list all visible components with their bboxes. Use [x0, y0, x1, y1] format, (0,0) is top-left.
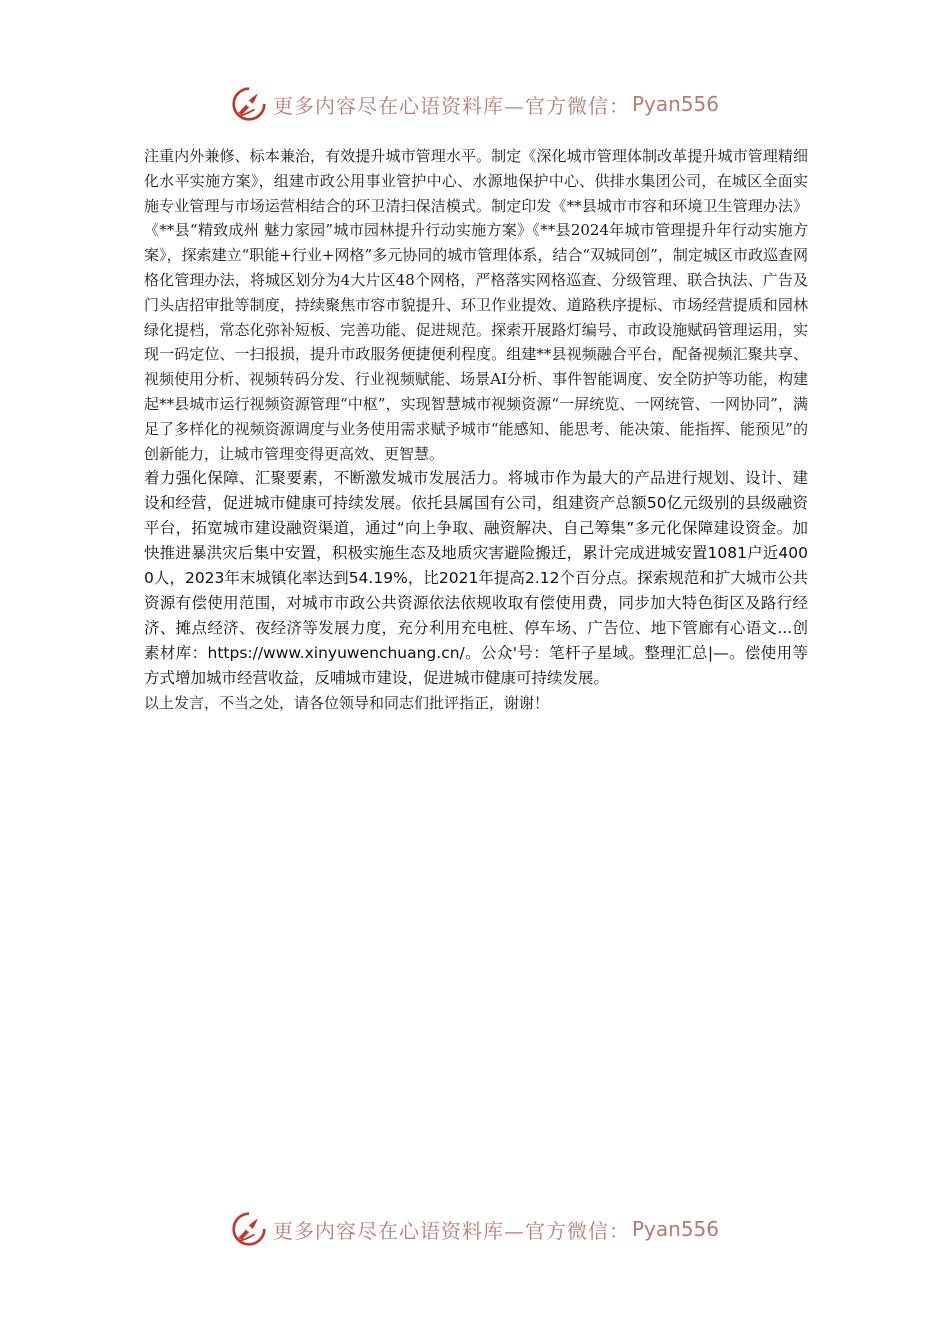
document-body	[144, 144, 808, 716]
paragraph-urban-management: 注重内外兼修、标本兼治，有效提升城市管理水平。制定《深化城市管理体制改革提升城市管理精细化水平实施方案》，组建市政公用事业管护中心、水源地保护中心、供排水集团公司，在城区全面实施专业管理与市场运营相结合的环卫清扫保洁模式。制定印发《**县城市市容和环境卫生管理办法》《**县“精致成州 魅力家园”城市园林提升行动实施方案》《**县2024年城市管理提升年行动实施方案》，探索建立“职能+行业+网格”多元协同的城市管理体系，结合“双城同创”，制定城区市政巡查网格化管理办法，将城区划分为4大片区48个网格，严格落实网格巡查、分级管理、联合执法、广告及门头店招审批等制度，持续聚焦市容市貌提升、环卫作业提效、道路秩序提标、市场经营提质和园林绿化提档，常态化弥补短板、完善功能、促进规范。探索开展路灯编号、市政设施赋码管理运用，实现一码定位、一扫报损，提升市政服务便捷便利程度。组建**县视频融合平台，配备视频汇聚共享、视频使用分析、视频转码分发、行业视频赋能、场景AI分析、事件智能调度、安全防护等功能，构建起**县城市运行视频资源管理“中枢”，实现智慧城市视频资源“一屏统览、一网统管、一网协同”，满足了多样化的视频资源调度与业务使用需求赋予城市“能感知、能思考、能决策、能指挥、能预见”的创新能力，让城市管理变得更高效、更智慧。	[144, 147, 808, 463]
pen-logo-icon	[231, 1211, 267, 1247]
footer-banner-id: Pyan556	[631, 1217, 719, 1241]
header-banner-id: Pyan556	[631, 92, 719, 116]
footer-banner	[0, 1207, 950, 1251]
pen-logo-icon	[231, 86, 267, 122]
paragraph-urban-development: 着力强化保障、汇聚要素，不断激发城市发展活力。将城市作为最大的产品进行规划、设计、建设和经营，促进城市健康可持续发展。依托县属国有公司，组建资产总额50亿元级别的县级融资平台，拓宽城市建设融资渠道，通过“向上争取、融资解决、自己筹集”多元化保障建设资金。加快推进暴洪灾后集中安置，积极实施生态及地质灾害避险搬迁，累计完成进城安置1081户近4000人，2023年末城镇化率达到54.19%，比2021年提高2.12个百分点。探索规范和扩大城市公共资源有偿使用范围，对城市市政公共资源依法依规收取有偿使用费，同步加大特色街区及路行经济、摊点经济、夜经济等发展力度，充分利用充电桩、停车场、广告位、地下管廊有心语文...创素材库：https://www.xinyuwenchuang.cn/。公众'号：笔杆子星域。整理汇总|—。偿使用等方式增加城市经营收益，反哺城市建设，促进城市健康可持续发展。	[144, 469, 808, 688]
header-banner-text: 更多内容尽在心语资料库—官方微信：	[272, 93, 630, 118]
footer-banner-text: 更多内容尽在心语资料库—官方微信：	[272, 1218, 630, 1243]
header-banner	[0, 82, 950, 126]
paragraph-closing: 以上发言，不当之处，请各位领导和同志们批评指正，谢谢！	[144, 694, 550, 713]
